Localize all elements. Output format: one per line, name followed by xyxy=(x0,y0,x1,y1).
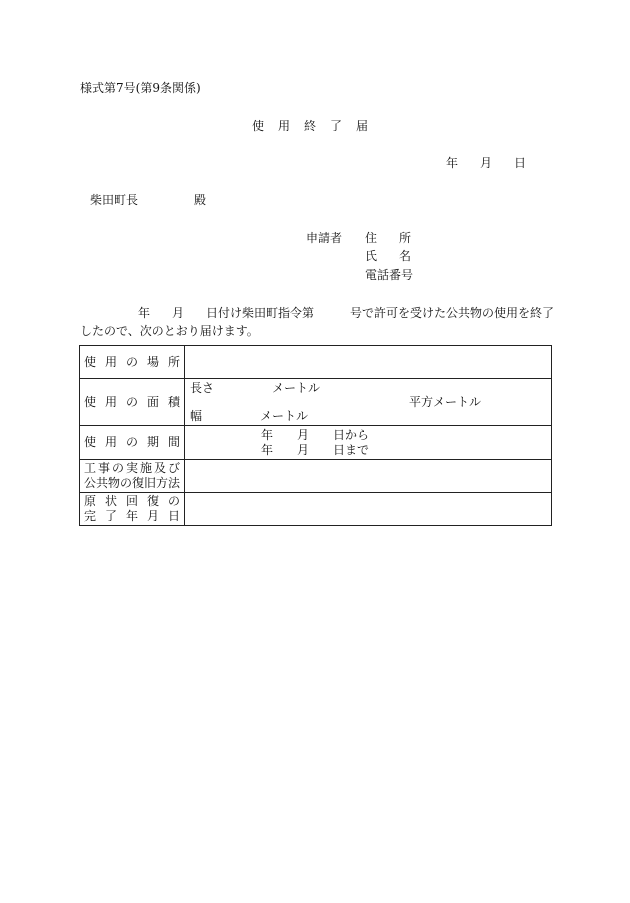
table-row-period xyxy=(80,426,552,460)
applicant-address-label: 住所 xyxy=(365,231,411,245)
applicant-name-row xyxy=(365,249,411,263)
period-label: 使用の期間 xyxy=(84,435,180,449)
applicant-name-label: 氏名 xyxy=(365,249,411,263)
applicant-label: 申請者 xyxy=(306,231,343,245)
table-row-location xyxy=(80,346,552,379)
info-table xyxy=(79,345,552,526)
method-label-line-2: 公共物の復旧方法 xyxy=(84,476,181,490)
restore-value-cell[interactable] xyxy=(185,493,552,526)
date-month: 月 xyxy=(480,156,493,170)
area-label: 使用の面積 xyxy=(84,394,180,409)
period-label-cell xyxy=(80,426,185,460)
width-unit: メートル xyxy=(260,409,309,423)
body-text-line-2: したので、次のとおり届けます。 xyxy=(80,324,259,338)
period-value-cell[interactable] xyxy=(185,426,552,460)
width-label: 幅 xyxy=(190,409,203,423)
restore-label-line-2: 完了年月日 xyxy=(84,509,180,523)
form-number: 様式第7号(第9条関係) xyxy=(80,81,201,95)
table-row-restore xyxy=(80,493,552,526)
addressee xyxy=(90,193,206,207)
length-unit: メートル xyxy=(272,381,321,395)
applicant-address-row xyxy=(365,231,411,245)
period-from: 年 月 日から xyxy=(261,428,370,442)
addressee-honorific: 殿 xyxy=(194,193,207,207)
document-title: 使用終了届 xyxy=(252,119,383,133)
date-year: 年 xyxy=(446,156,459,170)
area-label-cell xyxy=(80,379,185,426)
table-row-area xyxy=(80,379,552,426)
body-year: 年 xyxy=(138,306,151,320)
length-label: 長さ xyxy=(190,381,215,395)
applicant-phone-row xyxy=(365,268,413,282)
applicant-phone-label: 電話番号 xyxy=(365,268,414,282)
period-to: 年 月 日まで xyxy=(261,443,370,457)
location-value-cell[interactable] xyxy=(185,346,552,379)
table-row-method xyxy=(80,460,552,493)
method-label-cell xyxy=(80,460,185,493)
date-line xyxy=(446,156,548,170)
area-value-cell[interactable] xyxy=(185,379,552,426)
restore-label-cell xyxy=(80,493,185,526)
body-text-b: 号で許可を受けた公共物の使用を終了 xyxy=(350,306,555,320)
body-text-line-1 xyxy=(138,306,554,320)
addressee-name: 柴田町長 xyxy=(90,193,139,207)
restore-label-line-1: 原状回復の xyxy=(84,494,180,508)
body-text-a: 日付け柴田町指令第 xyxy=(206,306,315,320)
location-label: 使用の場所 xyxy=(84,354,180,369)
location-label-cell xyxy=(80,346,185,379)
method-value-cell[interactable] xyxy=(185,460,552,493)
area-unit: 平方メートル xyxy=(409,395,482,409)
body-month: 月 xyxy=(172,306,185,320)
date-day: 日 xyxy=(514,156,527,170)
method-label-line-1: 工事の実施及び xyxy=(84,461,180,475)
